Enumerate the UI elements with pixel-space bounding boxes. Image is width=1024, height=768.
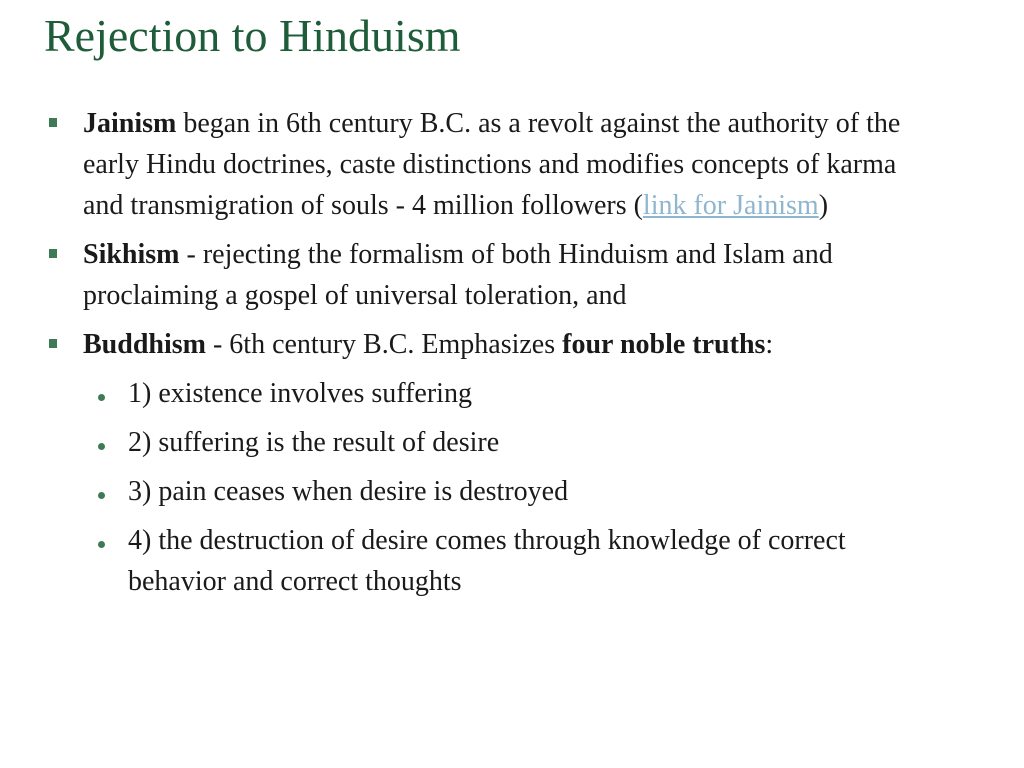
dot-bullet-icon bbox=[98, 492, 105, 499]
truth-text: 3) pain ceases when desire is destroyed bbox=[128, 476, 569, 507]
jainism-description: began in 6th century B.C. as a revolt against the authority of the early Hindu doctrines, caste distinctions and modifies concepts of karma and transmigration of souls - 4 million followers ( bbox=[83, 108, 901, 221]
buddhism-description: - 6th century B.C. Emphasizes bbox=[205, 329, 563, 360]
square-bullet-icon bbox=[49, 249, 57, 258]
sub-bullet-truth-3 bbox=[0, 471, 928, 512]
jainism-close-paren: ) bbox=[818, 190, 829, 221]
dot-bullet-icon bbox=[98, 394, 105, 401]
four-noble-truths-emphasis: four noble truths bbox=[562, 329, 766, 360]
jainism-link[interactable]: link for Jainism bbox=[642, 190, 819, 221]
truth-text: 4) the destruction of desire comes through knowledge of correct behavior and correct thoughts bbox=[128, 525, 846, 597]
bullet-list bbox=[0, 103, 1024, 602]
term-jainism: Jainism bbox=[83, 108, 177, 139]
truth-text: 1) existence involves suffering bbox=[128, 378, 472, 409]
square-bullet-icon bbox=[49, 118, 57, 127]
dot-bullet-icon bbox=[98, 443, 105, 450]
slide-title: Rejection to Hinduism bbox=[44, 10, 461, 61]
sub-bullet-truth-2 bbox=[0, 422, 928, 463]
bullet-jainism bbox=[0, 103, 923, 226]
term-sikhism: Sikhism bbox=[83, 239, 180, 270]
sikhism-description: - rejecting the formalism of both Hinduism and Islam and proclaiming a gospel of universal toleration, and bbox=[83, 239, 833, 311]
buddhism-colon: : bbox=[765, 329, 774, 360]
bullet-buddhism bbox=[0, 324, 923, 365]
sub-bullet-truth-1 bbox=[0, 373, 928, 414]
truth-text: 2) suffering is the result of desire bbox=[128, 427, 500, 458]
bullet-sikhism bbox=[0, 234, 923, 316]
dot-bullet-icon bbox=[98, 541, 105, 548]
square-bullet-icon bbox=[49, 339, 57, 348]
sub-bullet-truth-4 bbox=[0, 520, 928, 602]
term-buddhism: Buddhism bbox=[83, 329, 206, 360]
